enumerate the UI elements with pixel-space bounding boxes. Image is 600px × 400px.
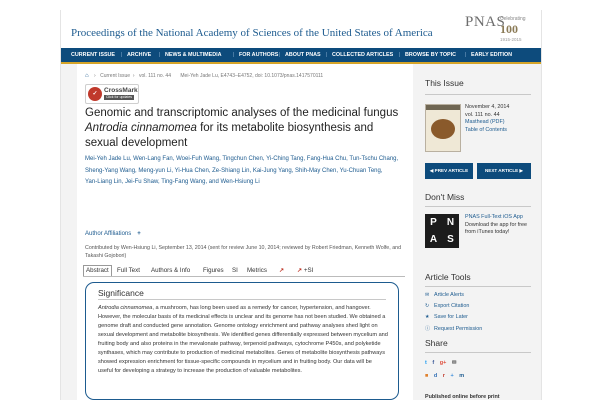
cover-mushroom-icon — [431, 119, 455, 139]
tab-abstract[interactable]: Abstract — [83, 265, 112, 276]
breadcrumb — [85, 73, 323, 79]
tab-si[interactable]: SI — [232, 267, 238, 274]
author-link[interactable]: Wen-Lang Fan — [133, 156, 173, 162]
crossmark-sub: Click for updates — [105, 95, 133, 99]
anniversary-number: 100 — [500, 22, 518, 36]
author-link[interactable]: Ting-Fang Wang — [161, 179, 206, 185]
tool-request-permission[interactable] — [425, 325, 482, 332]
toc-link[interactable]: Table of Contents — [465, 126, 507, 133]
anniversary-years: 1915-2015 — [500, 37, 522, 42]
nav-separator: | — [159, 52, 161, 58]
tab-figures[interactable]: Figures — [203, 267, 224, 274]
app-letter-p: P — [430, 217, 437, 228]
nav-archive[interactable]: ARCHIVE — [127, 52, 152, 58]
author-separator: , — [303, 156, 307, 162]
sidebar-divider — [425, 286, 531, 287]
author-link[interactable]: and Wen-Hsiung Li — [208, 179, 260, 185]
app-promo — [465, 214, 535, 237]
breadcrumb-current-issue[interactable]: Current Issue — [100, 73, 131, 79]
author-separator: , — [219, 156, 223, 162]
info-icon: ⓘ — [425, 326, 431, 332]
author-link[interactable]: Sheng-Yang Wang — [85, 167, 136, 174]
sidebar-divider — [425, 206, 531, 207]
dont-miss-heading: Don't Miss — [425, 192, 465, 202]
author-list — [85, 154, 407, 189]
crossmark-button[interactable] — [85, 84, 139, 104]
expand-icon: + — [137, 231, 141, 237]
author-separator: , — [346, 156, 350, 162]
title-part-1: Genomic and transcriptomic analyses of the medicinal fungus — [85, 107, 399, 119]
sidebar — [419, 64, 541, 400]
app-description: Download the app for free from iTunes today! — [465, 221, 528, 235]
significance-heading: Significance — [98, 288, 144, 298]
significance-box — [85, 282, 399, 400]
title-species: Antrodia cinnamomea — [85, 122, 197, 134]
share-heading: Share — [425, 338, 448, 348]
affiliations-label: Author Affiliations — [85, 231, 132, 237]
tool-export-citation-label: Export Citation — [434, 303, 470, 309]
pnas-logo[interactable]: PNAS — [465, 14, 506, 30]
significance-divider — [98, 299, 386, 300]
app-letter-n: N — [446, 217, 455, 228]
app-letter-s: S — [447, 234, 454, 245]
significance-species: Antrodia cinnamomea — [98, 305, 153, 311]
published-online-label: Published online before print — [425, 394, 500, 400]
author-link[interactable]: Jei-Fu Shaw — [124, 179, 158, 185]
facebook-icon[interactable]: f — [432, 360, 435, 366]
issue-date: November 4, 2014 — [465, 104, 510, 110]
prev-article-button[interactable]: ◀ PREV ARTICLE — [425, 163, 473, 179]
citation-line: Mei-Yeh Jade Lu, E4743–E4752, doi: 10.1073/pnas.1417570111 — [180, 73, 324, 79]
mendeley-icon[interactable]: m — [459, 373, 465, 379]
app-letter-a: A — [429, 234, 438, 245]
tab-pdf-si[interactable]: ↗ +SI — [297, 267, 314, 274]
share-row-1 — [425, 360, 460, 366]
author-link[interactable]: Yu-Chuan Teng — [339, 167, 381, 174]
tool-save-for-later[interactable] — [425, 314, 468, 320]
author-separator: , — [121, 179, 125, 185]
author-separator: , — [172, 156, 177, 162]
author-separator: , — [380, 167, 383, 174]
author-separator: , — [336, 167, 340, 174]
tool-export-citation[interactable] — [425, 303, 469, 309]
share-more-icon[interactable]: + — [450, 373, 454, 379]
author-separator: , — [291, 167, 295, 174]
reddit-icon[interactable]: r — [442, 373, 445, 379]
author-link[interactable]: Yi-Hua Chen — [174, 167, 209, 174]
author-separator: , — [262, 156, 267, 162]
pnas-app-icon[interactable] — [425, 214, 459, 248]
author-separator: , — [208, 167, 213, 174]
twitter-icon[interactable]: t — [425, 360, 427, 366]
contributed-by: Contributed by Wen-Hsiung Li, September 13, 2014 (sent for review June 10, 2014; reviewed by Robert Friedman, Kenneth Wolfe, and Takashi Gojobori) — [85, 245, 402, 259]
author-separator: , — [157, 179, 162, 185]
tool-article-alerts[interactable] — [425, 292, 464, 298]
browser-page — [60, 10, 542, 400]
nav-current-issue[interactable]: CURRENT ISSUE — [71, 52, 116, 58]
tab-si-plus-label: +SI — [303, 267, 314, 274]
author-affiliations[interactable] — [85, 231, 141, 237]
chevron-right-icon: › — [131, 73, 135, 79]
main-nav — [61, 48, 541, 62]
tab-full-text[interactable]: Full Text — [117, 267, 140, 274]
pdf-icon[interactable]: ↗ — [279, 267, 285, 274]
sidebar-divider — [425, 94, 531, 95]
cover-band — [426, 105, 460, 110]
author-link[interactable]: Yan-Liang Lin — [85, 179, 122, 185]
bell-icon: ✉ — [425, 292, 430, 298]
significance-text — [98, 304, 388, 376]
nav-for-authors[interactable]: FOR AUTHORS — [239, 52, 279, 58]
author-link[interactable]: Ze-Shiang Lin — [212, 167, 250, 174]
author-link[interactable]: Tingchun Chen — [222, 156, 263, 162]
nav-about-pnas[interactable]: ABOUT PNAS — [285, 52, 321, 58]
issue-info — [465, 104, 535, 134]
author-link[interactable]: Shih-May Chen — [295, 167, 337, 174]
author-link[interactable]: Tun-Tschu Chang — [349, 156, 397, 162]
author-separator: , — [171, 167, 175, 174]
nav-browse-by-topic[interactable]: BROWSE BY TOPIC — [405, 52, 457, 58]
author-link[interactable]: Woei-Fuh Wang — [176, 156, 220, 162]
article-tools-heading: Article Tools — [425, 272, 471, 282]
star-icon: ★ — [425, 314, 430, 320]
google-plus-icon[interactable]: g+ — [439, 360, 447, 366]
crossmark-icon: ✓ — [88, 87, 102, 101]
author-separator: , — [205, 179, 209, 185]
author-link[interactable]: Kai-Jung Yang — [252, 167, 292, 174]
author-separator: , — [249, 167, 253, 174]
author-link[interactable]: Meng-yun Li — [138, 167, 172, 174]
digg-icon[interactable]: d — [433, 373, 438, 379]
tool-article-alerts-label: Article Alerts — [434, 292, 464, 298]
tab-metrics[interactable]: Metrics — [247, 267, 267, 274]
nav-separator: | — [121, 52, 123, 58]
nav-separator: | — [465, 52, 467, 58]
crossmark-label: CrossMark — [104, 87, 138, 94]
nav-early-edition[interactable]: EARLY EDITION — [471, 52, 513, 58]
next-article-label: NEXT ARTICLE — [484, 168, 519, 173]
nav-collected-articles[interactable]: COLLECTED ARTICLES — [332, 52, 394, 58]
chevron-right-icon: › — [94, 73, 96, 79]
breadcrumb-volume[interactable]: vol. 111 no. 44 — [138, 73, 171, 79]
share-row-2 — [425, 373, 468, 379]
home-icon[interactable]: ⌂ — [85, 73, 89, 79]
issue-volume: vol. 111 no. 44 — [465, 111, 500, 118]
page-content — [61, 64, 541, 400]
significance-body: , a mushroom, has long been used as a remedy for cancer, hypertension, and hangover. However, the molecular basis of its medicinal effects is unclear and its genome has not been studied. We obtained a genome draft and conducted gene annotation. Genome ontology enrichment and pathway analyses shed light on sexual development and metabolite biosynthesis. We identified genes differentially expressed between mycelium and fruiting body and also proteins in the mevalonate pathway, terpenoid pathways, cytochrome P450s, and polyketide synthases, which may contribute to production of medicinal metabolites. Genes of metabolite biosynthesis pathways showed expression enrichment for tissue-specific compounds in mycelium and in fruiting body. Our data will be useful for developing a strategy to increase the production of valuable metabolites. — [98, 305, 388, 374]
masthead-link[interactable]: Masthead (PDF) — [465, 119, 505, 125]
nav-separator: | — [326, 52, 328, 58]
nav-separator: | — [279, 52, 281, 58]
export-icon: ↻ — [425, 303, 430, 309]
journal-title[interactable]: Proceedings of the National Academy of Sciences of the United States of America — [71, 27, 433, 39]
app-title-link[interactable]: PNAS Full-Text iOS App — [465, 214, 523, 220]
article-column — [77, 64, 413, 400]
article-title — [85, 106, 403, 151]
masthead — [61, 10, 541, 48]
nav-news-multimedia[interactable]: NEWS & MULTIMEDIA — [165, 52, 222, 58]
author-link[interactable]: Mei-Yeh Jade Lu — [85, 156, 130, 162]
prev-article-label: PREV ARTICLE — [434, 168, 469, 173]
tool-save-for-later-label: Save for Later — [434, 314, 468, 320]
author-link[interactable]: Yi-Ching Tang — [266, 156, 304, 162]
title-part-2: for its metabolite biosynthesis and sexual development — [85, 122, 374, 149]
author-link[interactable]: Fang-Hua Chu — [306, 156, 347, 162]
next-article-button[interactable]: NEXT ARTICLE ▶ — [477, 163, 531, 179]
delicious-icon[interactable]: ■ — [425, 373, 429, 379]
nav-separator: | — [233, 52, 235, 58]
author-separator: , — [129, 156, 134, 162]
author-separator: , — [135, 167, 139, 174]
email-icon[interactable]: ✉ — [451, 360, 457, 366]
this-issue-heading: This Issue — [425, 78, 464, 88]
nav-separator: | — [399, 52, 401, 58]
tab-divider — [83, 276, 405, 277]
celebrating-label: Celebrating — [500, 16, 526, 22]
tool-request-permission-label: Request Permission — [434, 326, 483, 332]
sidebar-divider — [425, 352, 531, 353]
tab-authors-info[interactable]: Authors & Info — [151, 267, 191, 274]
issue-cover-image[interactable] — [425, 104, 461, 152]
author-separator: , — [396, 156, 399, 162]
